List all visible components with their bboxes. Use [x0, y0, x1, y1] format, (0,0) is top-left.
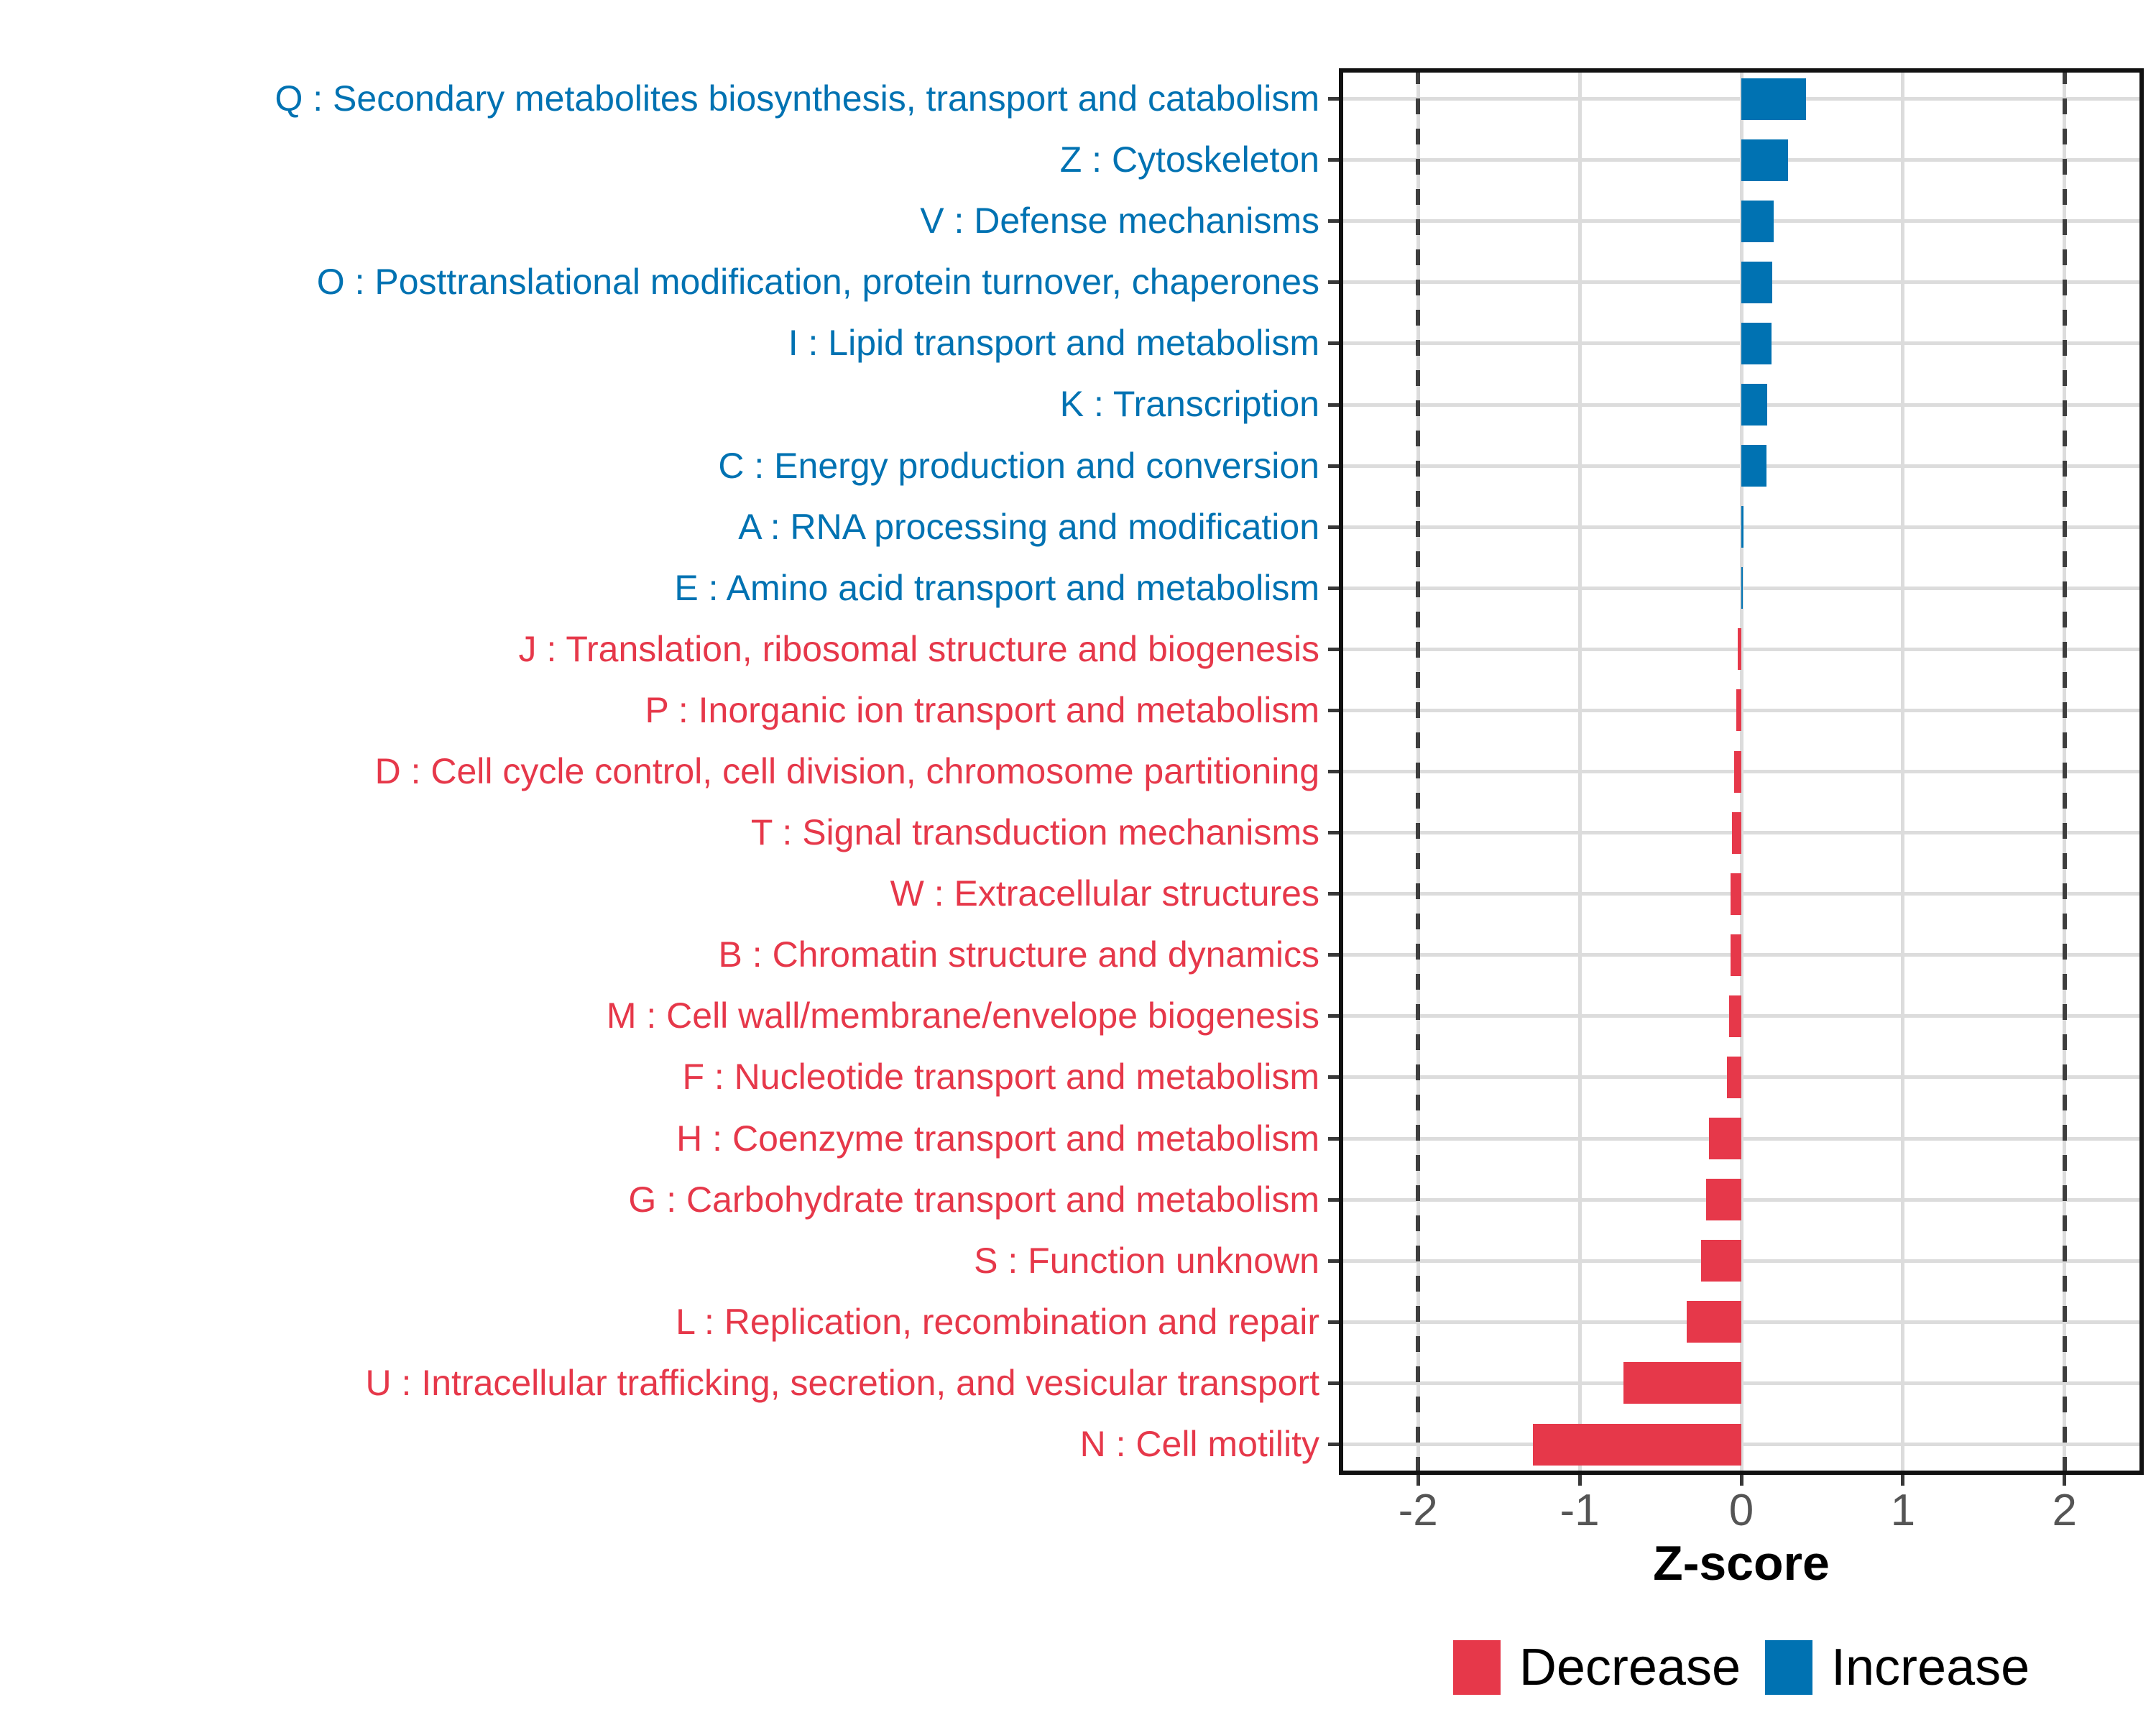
bar-B: [1731, 934, 1741, 976]
y-axis-label-A: A : RNA processing and modification: [738, 506, 1319, 547]
y-axis-label-M: M : Cell wall/membrane/envelope biogenesis: [606, 995, 1319, 1036]
x-axis-tick: [1740, 1475, 1743, 1486]
y-axis-label-H: H : Coenzyme transport and metabolism: [676, 1118, 1319, 1159]
y-axis-label-B: B : Chromatin structure and dynamics: [718, 934, 1319, 975]
x-axis-tick: [1416, 1475, 1420, 1486]
y-gridline: [1339, 1259, 2144, 1263]
y-axis-tick: [1328, 97, 1339, 101]
bar-N: [1533, 1424, 1741, 1466]
legend-item-increase: [1765, 1640, 2030, 1695]
x-axis-tick: [1901, 1475, 1904, 1486]
bar-H: [1709, 1118, 1741, 1159]
y-axis-label-P: P : Inorganic ion transport and metabolism: [645, 689, 1319, 730]
y-axis-label-V: V : Defense mechanisms: [920, 201, 1319, 242]
legend-swatch-decrease: [1453, 1640, 1501, 1695]
bar-P: [1736, 689, 1741, 731]
y-gridline: [1339, 1014, 2144, 1018]
bar-S: [1701, 1240, 1741, 1282]
y-axis-tick: [1328, 403, 1339, 407]
bar-D: [1734, 751, 1741, 793]
y-gridline: [1339, 1137, 2144, 1141]
y-gridline: [1339, 648, 2144, 651]
x-axis-title: Z-score: [1653, 1536, 1830, 1591]
y-axis-label-W: W : Extracellular structures: [890, 873, 1319, 914]
y-axis-label-Q: Q : Secondary metabolites biosynthesis, transport and catabolism: [275, 78, 1319, 119]
bar-K: [1741, 384, 1767, 426]
y-axis-tick: [1328, 648, 1339, 651]
bar-T: [1732, 812, 1741, 854]
y-gridline: [1339, 1381, 2144, 1385]
y-axis-tick: [1328, 158, 1339, 162]
y-axis-tick: [1328, 1259, 1339, 1263]
bar-M: [1729, 995, 1741, 1037]
y-axis-label-D: D : Cell cycle control, cell division, chromosome partitioning: [374, 751, 1319, 791]
bar-L: [1687, 1301, 1742, 1343]
x-axis-tick: [1578, 1475, 1582, 1486]
x-axis-tick-label: -1: [1560, 1486, 1600, 1535]
y-gridline: [1339, 709, 2144, 712]
legend: [1339, 1640, 2144, 1695]
bar-V: [1741, 201, 1774, 242]
y-gridline: [1339, 1075, 2144, 1079]
plot-area: [1339, 68, 2144, 1475]
x-axis-tick-label: 1: [1890, 1486, 1916, 1535]
legend-label-decrease: Decrease: [1519, 1639, 1741, 1696]
bar-Q: [1741, 78, 1806, 120]
y-gridline: [1339, 831, 2144, 834]
y-gridline: [1339, 1198, 2144, 1202]
y-axis-tick: [1328, 1198, 1339, 1202]
y-axis-label-O: O : Posttranslational modification, protein turnover, chaperones: [316, 262, 1319, 303]
y-axis-tick: [1328, 1320, 1339, 1324]
y-gridline: [1339, 1443, 2144, 1446]
y-axis-tick: [1328, 280, 1339, 284]
y-axis-tick: [1328, 1014, 1339, 1018]
legend-label-increase: Increase: [1831, 1639, 2030, 1696]
x-axis-tick: [2063, 1475, 2066, 1486]
y-axis-label-K: K : Transcription: [1059, 384, 1319, 425]
y-gridline: [1339, 1320, 2144, 1324]
y-gridline: [1339, 953, 2144, 957]
y-axis-label-T: T : Signal transduction mechanisms: [750, 812, 1319, 852]
y-axis-tick: [1328, 892, 1339, 896]
bar-U: [1623, 1362, 1741, 1404]
bar-O: [1741, 262, 1772, 303]
x-axis-tick-label: 0: [1728, 1486, 1754, 1535]
y-axis-label-N: N : Cell motility: [1079, 1423, 1319, 1464]
y-axis-label-G: G : Carbohydrate transport and metabolism: [628, 1179, 1319, 1220]
y-axis-label-J: J : Translation, ribosomal structure and biogenesis: [518, 628, 1319, 669]
y-gridline: [1339, 892, 2144, 896]
bar-G: [1706, 1179, 1742, 1220]
y-axis-tick: [1328, 953, 1339, 957]
y-axis-label-C: C : Energy production and conversion: [718, 445, 1319, 486]
y-axis-tick: [1328, 709, 1339, 712]
y-gridline: [1339, 770, 2144, 773]
y-axis-label-U: U : Intracellular trafficking, secretion, and vesicular transport: [365, 1362, 1319, 1403]
y-axis-label-E: E : Amino acid transport and metabolism: [674, 567, 1319, 608]
y-axis-tick: [1328, 525, 1339, 529]
y-axis-label-S: S : Function unknown: [974, 1240, 1319, 1281]
bar-J: [1738, 628, 1741, 670]
y-axis-label-Z: Z : Cytoskeleton: [1059, 139, 1319, 180]
y-axis-tick: [1328, 341, 1339, 345]
y-axis-tick: [1328, 831, 1339, 834]
legend-item-decrease: [1453, 1640, 1741, 1695]
bar-Z: [1741, 139, 1788, 181]
y-axis-tick: [1328, 1381, 1339, 1385]
bar-A: [1741, 506, 1743, 548]
x-axis-tick-label: 2: [2052, 1486, 2078, 1535]
y-axis-tick: [1328, 586, 1339, 590]
y-axis-tick: [1328, 1075, 1339, 1079]
bar-C: [1741, 445, 1766, 487]
y-axis-tick: [1328, 1443, 1339, 1446]
x-axis-tick-label: -2: [1398, 1486, 1438, 1535]
y-axis-tick: [1328, 1137, 1339, 1141]
y-axis-label-I: I : Lipid transport and metabolism: [788, 323, 1319, 364]
y-axis-tick: [1328, 464, 1339, 468]
reference-line: [1416, 68, 1420, 1475]
bar-F: [1727, 1057, 1741, 1098]
y-axis-tick: [1328, 770, 1339, 773]
legend-swatch-increase: [1765, 1640, 1812, 1695]
reference-line: [2063, 68, 2067, 1475]
y-axis-label-L: L : Replication, recombination and repair: [676, 1301, 1319, 1342]
bar-I: [1741, 323, 1772, 364]
y-axis-tick: [1328, 219, 1339, 223]
bar-E: [1741, 567, 1743, 609]
bar-W: [1731, 873, 1741, 915]
y-axis-label-F: F : Nucleotide transport and metabolism: [682, 1057, 1319, 1098]
